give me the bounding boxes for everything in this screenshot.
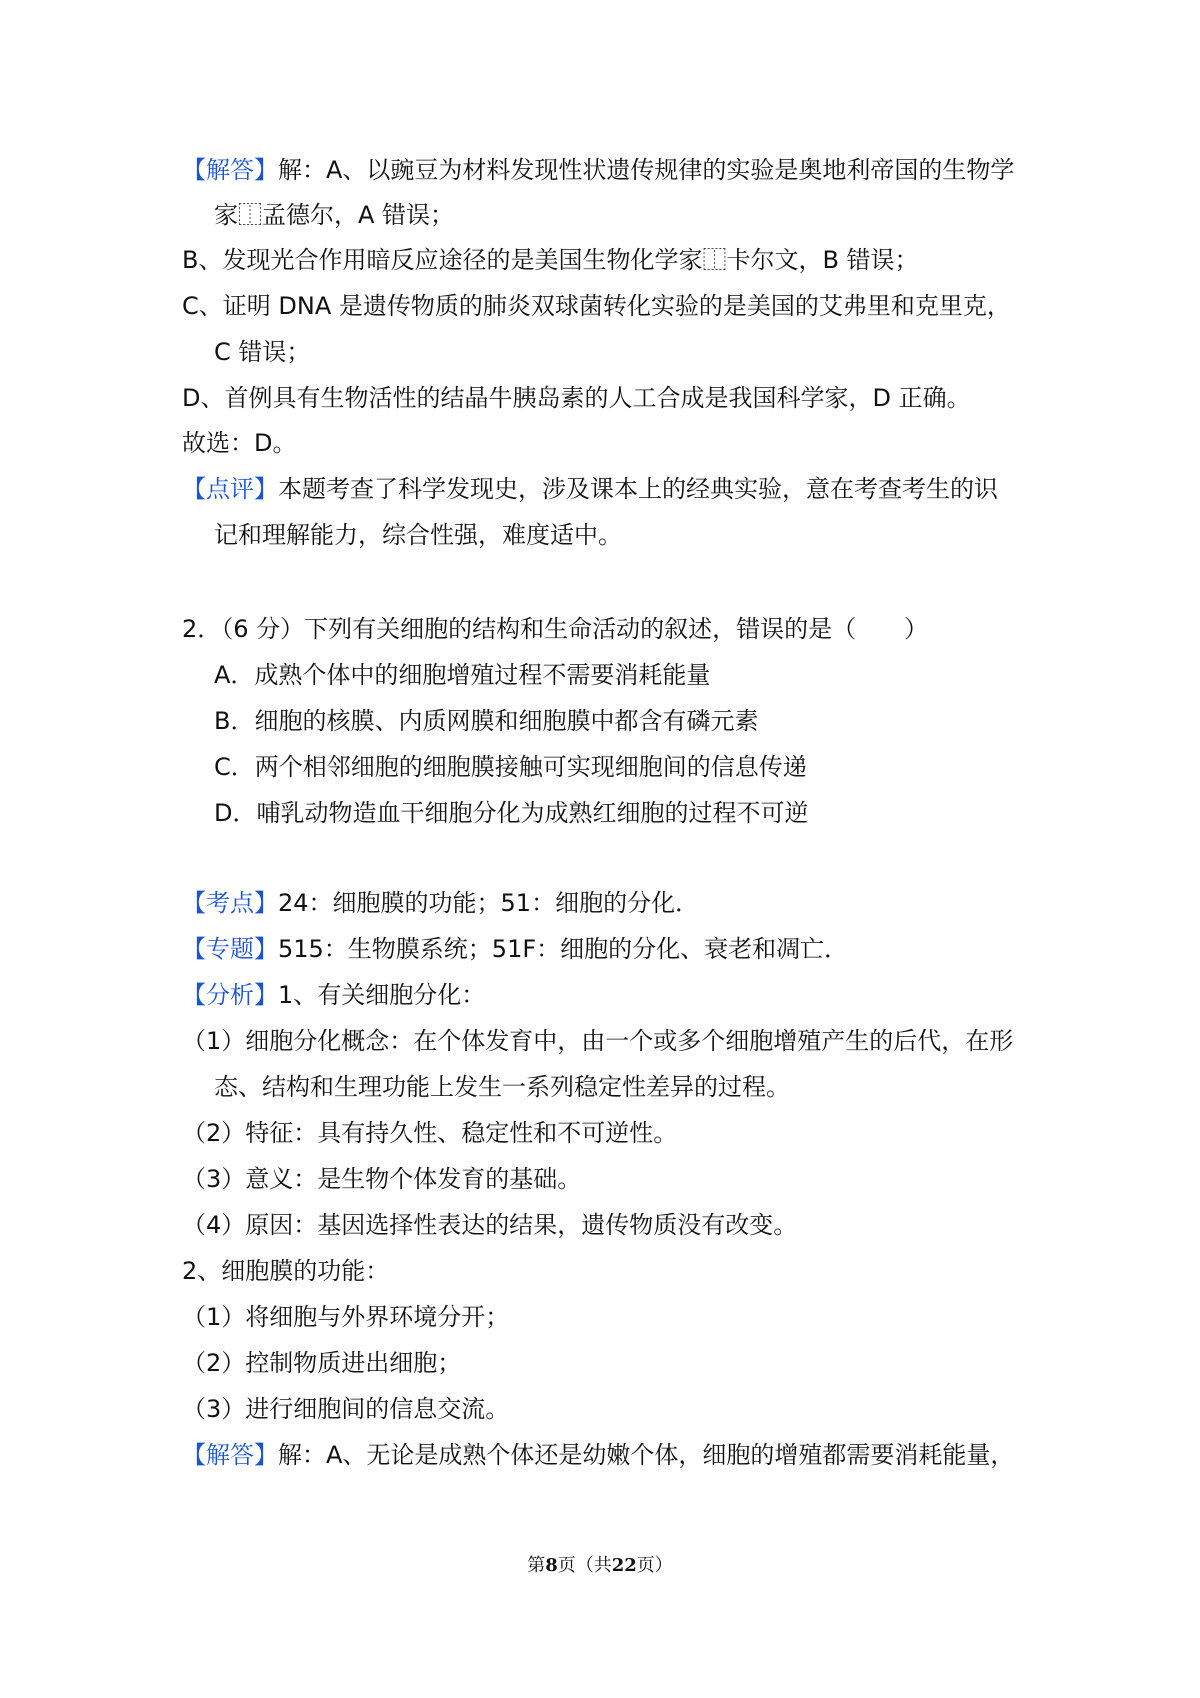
kaodian-tag: 【考点】 [182, 889, 278, 917]
answer-1-option-c: C、证明 DNA 是遗传物质的肺炎双球菌转化实验的是美国的艾弗里和克里克， [182, 292, 1011, 320]
question-2-stem: 2．（6 分）下列有关细胞的结构和生命活动的叙述，错误的是（ ） [182, 615, 929, 643]
fenxi-intro: 1、有关细胞分化： [278, 981, 486, 1009]
answer-1-conclusion: 故选：D。 [182, 429, 297, 457]
answer-1-option-b: B、发现光合作用暗反应途径的是美国生物化学家⿰卡尔文，B 错误； [182, 246, 919, 274]
fenxi-point-4: （4）原因：基因选择性表达的结果，遗传物质没有改变。 [182, 1211, 798, 1239]
answer-2-text: 解：A、无论是成熟个体还是幼嫩个体，细胞的增殖都需要消耗能量， [278, 1441, 1015, 1469]
zhuanti-text: 515：生物膜系统；51F：细胞的分化、衰老和凋亡． [278, 935, 849, 963]
fenxi-function-2: （2）控制物质进出细胞； [182, 1349, 462, 1377]
comment-tag: 【点评】 [182, 475, 278, 503]
question-2-option-b: B．细胞的核膜、内质网膜和细胞膜中都含有磷元素 [214, 707, 759, 735]
zhuanti-line [182, 933, 848, 965]
zhuanti-tag: 【专题】 [182, 935, 278, 963]
fenxi-line [182, 979, 485, 1011]
fenxi-point-3: （3）意义：是生物个体发育的基础。 [182, 1165, 582, 1193]
page-footer [0, 1554, 1200, 1578]
question-2-option-c: C．两个相邻细胞的细胞膜接触可实现细胞间的信息传递 [214, 753, 807, 781]
footer-prefix: 第 [527, 1555, 546, 1576]
question-2-option-a: A．成熟个体中的细胞增殖过程不需要消耗能量 [214, 661, 711, 689]
fenxi-point-1: （1）细胞分化概念：在个体发育中，由一个或多个细胞增殖产生的后代，在形 [182, 1027, 1014, 1055]
answer-2-tag: 【解答】 [182, 1441, 278, 1469]
page-number: 8 [545, 1555, 558, 1576]
kaodian-text: 24：细胞膜的功能；51：细胞的分化． [278, 889, 700, 917]
answer-text: 解：A、以豌豆为材料发现性状遗传规律的实验是奥地利帝国的生物学 [278, 156, 1015, 184]
comment-1-line-2: 记和理解能力，综合性强，难度适中。 [214, 521, 622, 549]
fenxi-heading-2: 2、细胞膜的功能： [182, 1257, 390, 1285]
footer-middle: 页（共 [557, 1555, 612, 1576]
fenxi-function-3: （3）进行细胞间的信息交流。 [182, 1395, 510, 1423]
fenxi-tag: 【分析】 [182, 981, 278, 1009]
total-pages: 22 [611, 1555, 637, 1576]
answer-1-option-d: D、首例具有生物活性的结晶牛胰岛素的人工合成是我国科学家，D 正确。 [182, 384, 971, 412]
answer-1-line-2: 家⿰孟德尔，A 错误； [214, 201, 455, 229]
answer-1-option-c-cont: C 错误； [214, 338, 311, 366]
comment-text: 本题考查了科学发现史，涉及课本上的经典实验，意在考查考生的识 [278, 475, 998, 503]
fenxi-function-1: （1）将细胞与外界环境分开； [182, 1303, 510, 1331]
answer-tag: 【解答】 [182, 156, 278, 184]
kaodian-line [182, 887, 699, 919]
fenxi-point-1-cont: 态、结构和生理功能上发生一系列稳定性差异的过程。 [214, 1073, 790, 1101]
fenxi-point-2: （2）特征：具有持久性、稳定性和不可逆性。 [182, 1119, 678, 1147]
answer-2-line [182, 1439, 1014, 1471]
footer-suffix: 页） [636, 1555, 673, 1576]
question-2-option-d: D．哺乳动物造血干细胞分化为成熟红细胞的过程不可逆 [214, 799, 809, 827]
answer-1-line-1 [182, 154, 1014, 186]
comment-1-line-1 [182, 473, 998, 505]
